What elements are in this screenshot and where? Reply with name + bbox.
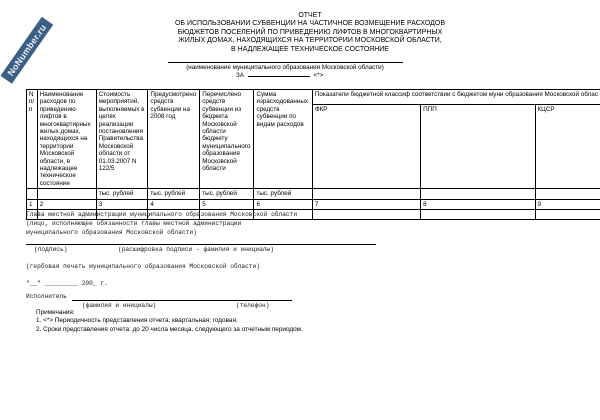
header-title: ОТЧЕТ	[298, 12, 322, 19]
column-number: 5	[200, 199, 254, 209]
signature-line	[26, 244, 376, 245]
header-line: БЮДЖЕТОВ ПОСЕЛЕНИЙ ПО ПРИВЕДЕНИЮ ЛИФТОВ В МНОГОКВАРТИРНЫХ	[177, 28, 443, 36]
unit-row	[27, 189, 600, 199]
unit-cell: тыс. рублей	[200, 189, 254, 199]
header-line: В НАДЛЕЖАЩЕЕ ТЕХНИЧЕСКОЕ СОСТОЯНИЕ	[231, 45, 389, 53]
stamp-caption: (гербовая печать муниципального образования Московской области)	[26, 263, 260, 270]
signature-caption: (подпись)	[34, 246, 68, 253]
report-table	[26, 89, 600, 220]
column-number: 2	[37, 199, 96, 209]
column-number: 3	[96, 199, 148, 209]
watermark-text: NoNumber.ru	[0, 16, 53, 83]
executor-name-caption: (фамилия и инициалы)	[82, 302, 157, 309]
period-blank	[248, 76, 310, 77]
column-number: 4	[148, 199, 200, 209]
header-line: ОБ ИСПОЛЬЗОВАНИИ СУБВЕНЦИИ НА ЧАСТИЧНОЕ ВОЗМЕЩЕНИЕ РАСХОДОВ	[174, 20, 446, 28]
note-item: 2. Сроки представления отчета: до 20 числа месяца, следующего за отчетным периодом.	[36, 325, 303, 333]
note-item: 1. <*> Периодичность представления отчета: квартальная; годовая.	[36, 317, 238, 325]
header-line: ЖИЛЫХ ДОМАХ, НАХОДЯЩИХСЯ НА ТЕРРИТОРИИ МОСКОВСКОЙ ОБЛАСТИ,	[178, 37, 442, 45]
col-header-expense-name: Наименование расходов по приведению лифтов в многоквартирных жилых домах, находящихся на территории Московской области, в надлежащее техническое состояние	[37, 90, 96, 189]
municipality-name-caption: (наименование муниципального образования Московской области)	[186, 64, 384, 71]
period-prefix: ЗА	[236, 72, 245, 79]
col-header-transferred: Перечислено средств субвенции из бюджета Московской области бюджету муниципального образования Московской области	[200, 90, 254, 189]
column-number-row	[27, 199, 600, 209]
head-title-line1: Глава местной администрации муниципального образования Московской области	[26, 211, 298, 218]
municipality-name-line	[168, 62, 403, 63]
column-number: 8	[421, 199, 535, 209]
column-number: 6	[254, 199, 312, 209]
column-number: 7	[312, 199, 420, 209]
column-number: 1	[27, 199, 38, 209]
col-header-kcsr: КЦСР	[535, 104, 600, 188]
unit-cell: тыс. рублей	[96, 189, 148, 199]
report-header	[120, 12, 500, 54]
head-title-line3: муниципального образования Московской области)	[26, 229, 197, 236]
date-field: "__" _________ 200_ г.	[26, 280, 108, 287]
period-footnote: <*>	[313, 72, 324, 79]
unit-cell: тыс. рублей	[254, 189, 312, 199]
executor-label: Исполнитель	[26, 293, 67, 300]
col-header-number: N п/п	[27, 90, 38, 189]
col-header-cost: Стоимость мероприятий, выполняемых в целях реализации постановления Правительства Московской области от 01.03.2007 N 122/5	[96, 90, 148, 189]
head-title-line2: (лицо, исполняющее обязанности главы местной администрации	[26, 220, 242, 227]
signature-decode-caption: (расшифровка подписи - фамилия и инициалы)	[118, 246, 274, 253]
col-header-budget-classification: Показатели бюджетной классиф соответствии с бюджетом муни образования Московской облас	[312, 90, 600, 105]
col-header-spent: Сумма израсходованных средств субвенции по видам расходов	[254, 90, 312, 189]
column-number: 9	[535, 199, 600, 209]
unit-cell: тыс. рублей	[148, 189, 200, 199]
col-header-ppp: ППП	[421, 104, 535, 188]
col-header-fkr: ФКР	[312, 104, 420, 188]
executor-line	[72, 300, 292, 301]
col-header-planned: Предусмотрено средств субвенции на 2008 год	[148, 90, 200, 189]
watermark	[0, 0, 76, 84]
reporting-period	[236, 72, 323, 79]
notes	[36, 309, 303, 334]
notes-title: Примечания:	[36, 309, 75, 316]
table-header-row	[27, 90, 600, 105]
phone-caption: (телефон)	[236, 302, 270, 309]
